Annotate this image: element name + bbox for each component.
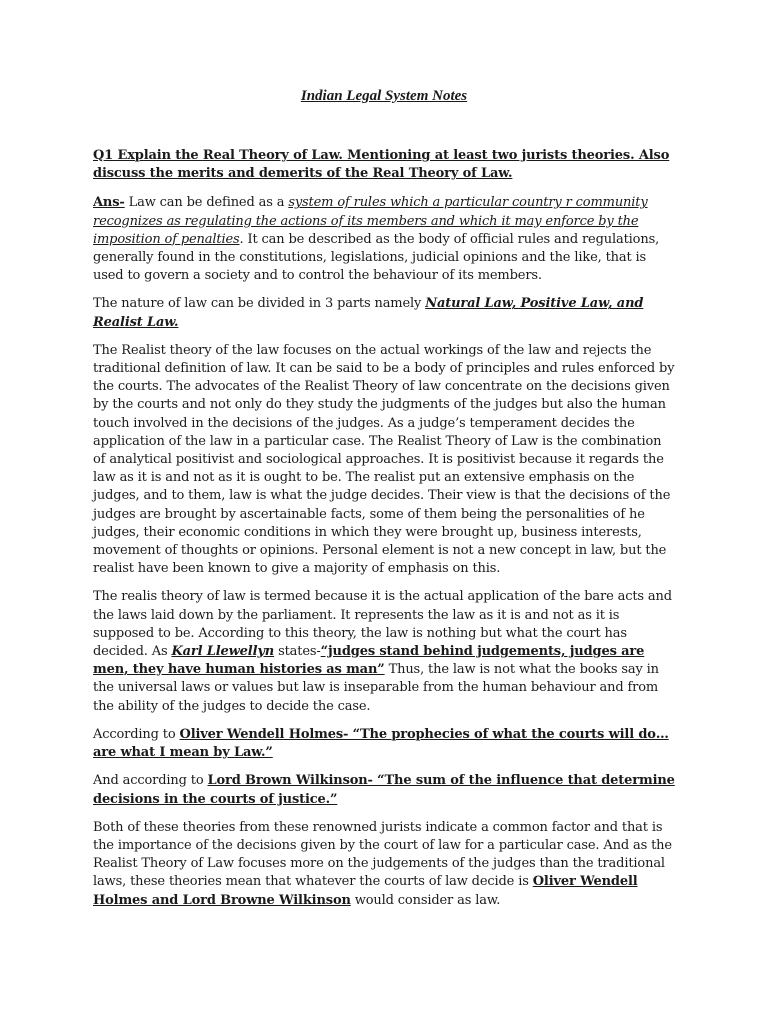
ans-label: Ans-	[93, 195, 125, 211]
nature-paragraph	[93, 295, 675, 331]
answer-intro: Law can be defined as a	[124, 195, 289, 211]
holmes-quote: Oliver Wendell Holmes- “The prophecies of what the courts will do… are what I mean by Law.”	[93, 726, 669, 761]
conclusion-paragraph	[93, 819, 675, 910]
document-title: Indian Legal System Notes	[300, 88, 468, 104]
llewellyn-quote: “judges stand behind judgements, judges are men, they have human histories as man”	[93, 644, 645, 678]
conclusion-text: Both of these theories from these renowned jurists indicate a common factor and that is the importance of the decisions given by the court of law for a particular case. And as the Realist Theory of Law focuses more on the judgements of the judges than the traditional laws, these theories mean that whatever the courts of law decide is	[93, 819, 672, 890]
llewellyn-text-2: Thus, the law is not what the books say in the universal laws or values but law is inseparable from the human behaviour and from the ability of the judges to decide the case.	[93, 662, 659, 714]
conclusion-end: would consider as law.	[350, 892, 501, 908]
answer-paragraph	[93, 194, 675, 285]
wilkinson-paragraph	[93, 772, 675, 808]
wilkinson-quote: Lord Brown Wilkinson- “The sum of the influence that determine decisions in the courts of justice.”	[93, 773, 675, 807]
law-types: Natural Law, Positive Law, and Realist Law.	[93, 296, 644, 330]
holmes-lead: According to	[93, 726, 180, 742]
question-heading: Q1 Explain the Real Theory of Law. Mentioning at least two jurists theories. Also discuss the merits and demerits of the Real Theory of Law.	[93, 148, 670, 182]
wilkinson-lead: And according to	[93, 773, 208, 789]
llewellyn-text-1: The realis theory of law is termed because it is the actual application of the bare acts and the laws laid down by the parliament. It represents the law as it is and not as it is supposed to be. According to this theory, the law is nothing but what the court has decided. As	[93, 589, 672, 660]
realist-paragraph: The Realist theory of the law focuses on the actual workings of the law and rejects the traditional definition of law. It can be said to be a body of principles and rules enforced by the courts. The advocates of the Realist Theory of law concentrate on the decisions given by the courts and not only do they study the judgments of the judges but also the human touch involved in the decisions of the judges. As a judge’s temperament decides the application of the law in a particular case. The Realist Theory of Law is the combination of analytical positivist and sociological approaches. It is positivist because it regards the law as it is and not as it is ought to be. The realist put an extensive emphasis on the judges, and to them, law is what the judge decides. Their view is that the decisions of the judges are brought by ascertainable facts, some of them being the personalities of he judges, their economic conditions in which they were brought up, business interests, movement of thoughts or opinions. Personal element is not a new concept in law, but the realist have been known to give a majority of emphasis on this.	[93, 342, 675, 577]
jurist-llewellyn: Karl Llewellyn	[171, 644, 275, 660]
llewellyn-paragraph	[93, 588, 675, 715]
holmes-paragraph	[93, 726, 675, 762]
nature-text: The nature of law can be divided in 3 parts namely	[93, 296, 426, 312]
answer-rest: . It can be described as the body of official rules and regulations, generally found in the constitutions, legislations, judicial opinions and the like, that is used to govern a society and to control the behaviour of its members.	[93, 231, 660, 284]
law-definition: system of rules which a particular country r community recognizes as regulating the actions of its members and which it may enforce by the imposition of penalties	[93, 195, 648, 247]
jurist-names: Oliver Wendell Holmes and Lord Browne Wilkinson	[93, 874, 638, 908]
states-text: states-	[274, 644, 321, 660]
